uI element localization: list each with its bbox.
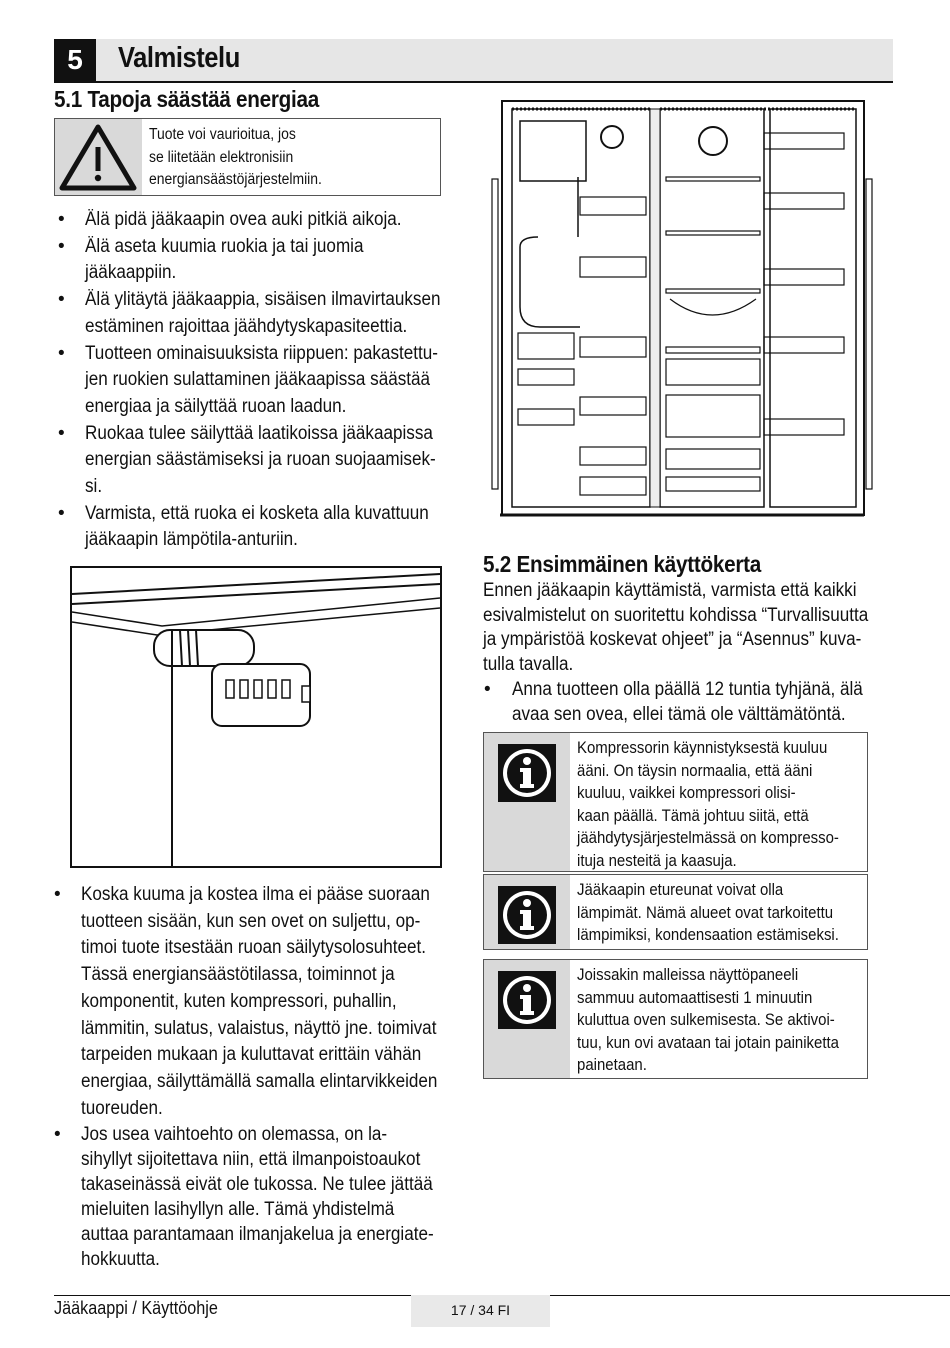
first-use-intro: Ennen jääkaapin käyttämistä, varmista että kaikki esivalmistelut on suoritettu kohdissa “Turvallisuutta ja ympäristöä koskevat ohjeet” ja “Asennus” kuva- tulla tavalla. <box>483 580 869 675</box>
energy-tips-list <box>54 207 464 554</box>
page-number: 17 / 34 FI <box>411 1295 550 1327</box>
info-icon <box>498 886 556 944</box>
info-box-front-edges: Jääkaapin etureunat voivat olla lämpimät. Nämä alueet ovat tarkoitettu lämpimiksi, kondensaation estämiseksi. <box>483 874 868 950</box>
chapter-number: 5 <box>54 39 96 81</box>
warning-box <box>54 118 441 196</box>
list-item: • Koska kuuma ja kostea ilma ei pääse suoraan tuotteen sisään, kun sen ovet on suljettu, op- timoi tuote itsestään ruoan säilytysolosuhteet. Tässä energiansäästötilassa, toiminnot ja komponentit, kuten kompressori, puhallin, lämmitin, sulatus, valaistus, näyttö jne. toimivat tarpeiden mukaan ja kuluttavat erittäin vähän energiaa, säilyttämällä samalla elintarvikkeiden tuoreuden. <box>54 884 438 1119</box>
section-heading-energy: 5.1 Tapoja säästää energiaa <box>54 86 320 112</box>
section-heading-first-use: 5.2 Ensimmäinen käyttökerta <box>483 551 762 577</box>
first-use-bullet: • Anna tuotteen olla päällä 12 tuntia tyhjänä, älä avaa sen ovea, ellei tämä ole välttämätöntä. <box>484 679 863 725</box>
info-icon <box>498 971 556 1029</box>
warning-triangle-icon <box>59 123 137 191</box>
fridge-interior-illustration <box>490 97 875 527</box>
chapter-header <box>54 39 893 83</box>
info-icon <box>498 744 556 802</box>
list-item: • Ruokaa tulee säilyttää laatikoissa jääkaapissa energian säästämiseksi ja ruoan suojaamisek- si. <box>58 422 436 498</box>
energy-notes-list <box>50 882 465 1272</box>
list-item: • Älä pidä jääkaapin ovea auki pitkiä aikoja. <box>58 209 402 230</box>
list-item: • Älä aseta kuumia ruokia ja tai juomia jääkaappiin. <box>58 235 364 284</box>
list-item: • Tuotteen ominaisuuksista riippuen: pakastettu- jen ruokien sulattaminen jääkaapissa säästää energiaa ja säilyttää ruoan laadun. <box>58 342 438 417</box>
list-item: • Älä ylitäytä jääkaappia, sisäisen ilmavirtauksen estäminen rajoittaa jäähdytyskapasiteettia. <box>58 289 441 337</box>
list-item: • Varmista, että ruoka ei kosketa alla kuvattuun jääkaapin lämpötila-anturiin. <box>58 502 429 551</box>
list-item: • Jos usea vaihtoehto on olemassa, on la- sihyllyt sijoitettava niin, että ilmanpoistoaukot takaseinässä eivät ole tukossa. Ne tulee jättää mieluiten lasihyllyn alle. Tämä yhdistelmä auttaa parantamaan ilmanjakelua ja energiate- hokkuutta. <box>54 1124 434 1271</box>
info-box-compressor: Kompressorin käynnistyksestä kuuluu ääni. On täysin normaalia, että ääni kuuluu, vaikkei kompressori olisi- kaan päällä. Tämä johtuu siitä, että jäähdytysjärjestelmässä on kompresso- ituja nesteitä ja kaasuja. <box>483 732 868 872</box>
chapter-title: Valmistelu <box>118 42 240 74</box>
footer-document-title: Jääkaappi / Käyttöohje <box>54 1298 218 1318</box>
warning-text: Tuote voi vaurioitua, jos se liitetään elektronisiin energiansäästöjärjestelmiin. <box>149 126 322 188</box>
info-box-display: Joissakin malleissa näyttöpaneeli sammuu automaattisesti 1 minuutin kuluttua oven sulkemisesta. Se aktivoi- tuu, kun ovi avataan tai jotain painiketta painetaan. <box>483 959 868 1079</box>
temperature-sensor-illustration <box>70 566 442 868</box>
